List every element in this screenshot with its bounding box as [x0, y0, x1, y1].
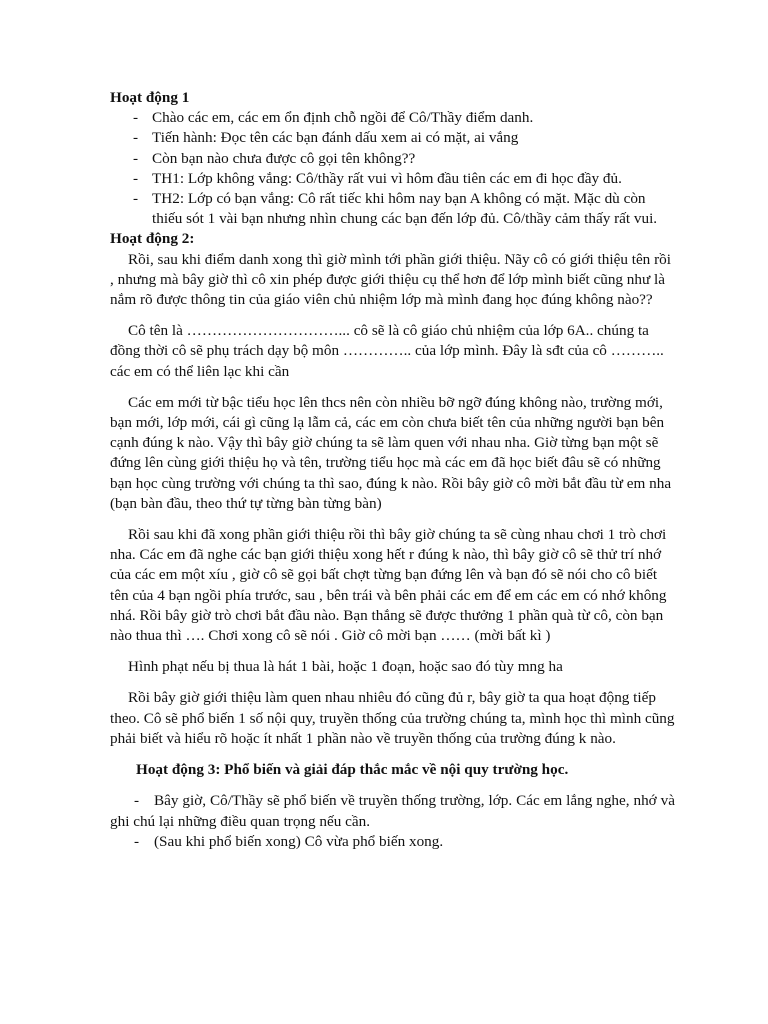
list-item-text: (Sau khi phổ biến xong) Cô vừa phổ biến xong. — [154, 832, 444, 850]
activity-1-list — [110, 108, 675, 229]
paragraph: Rồi bây giờ giới thiệu làm quen nhau nhiêu đó cũng đủ r, bây giờ ta qua hoạt động tiếp theo. Cô sẽ phổ biến 1 số nội quy, truyền thống của trường chúng ta, mình học thì mình cũng phải biết và hiểu rõ hoặc ít nhất 1 phần nào về truyền thống của trường đúng k nào. — [110, 689, 675, 747]
activity-3-list — [110, 791, 675, 852]
list-item: - TH1: Lớp không vắng: Cô/thầy rất vui vì hôm đầu tiên các em đi học đầy đủ. — [110, 169, 675, 189]
list-item: - Tiến hành: Đọc tên các bạn đánh dấu xem ai có mặt, ai vắng — [110, 128, 675, 148]
list-item — [110, 832, 675, 852]
paragraph: Rồi, sau khi điểm danh xong thì giờ mình tới phần giới thiệu. Nãy cô có giới thiệu tên rồi , nhưng mà bây giờ thì cô xin phép được giới thiệu cụ thể hơn để lớp mình biết cũng như là nắm rõ được thông tin của giáo viên chủ nhiệm lớp mà mình đang học đúng không nào?? — [110, 250, 671, 309]
paragraph: Rồi sau khi đã xong phần giới thiệu rồi thì bây giờ chúng ta sẽ cùng nhau chơi 1 trò chơi nha. Các em đã nghe các bạn giới thiệu xong hết r đúng k nào, thì bây giờ cô sẽ thử trí nhớ của các em một xíu , giờ cô sẽ gọi bất chợt từng bạn đứng lên và bạn đó sẽ nói cho cô biết tên của 4 bạn ngồi phía trước, sau , bên trái và bên phải các em để em các em có nhớ không nhá. Rồi bây giờ trò chơi bắt đầu nào. Bạn thắng sẽ được thưởng 1 phần quà từ cô, còn bạn nào thua thì …. Chơi xong cô sẽ nói . Giờ cô mời bạn …… (mời bất kì ) — [110, 526, 667, 645]
dash-mark: - — [134, 832, 140, 850]
list-item: - TH2: Lớp có bạn vắng: Cô rất tiếc khi hôm nay bạn A không có mặt. Mặc dù còn thiếu sót 1 vài bạn nhưng nhìn chung các bạn đến lớp đủ. Cô/thầy cảm thấy rất vui. — [110, 189, 675, 229]
activity-2-heading: Hoạt động 2: — [110, 230, 195, 248]
paragraph: Các em mới từ bậc tiểu học lên thcs nên còn nhiều bỡ ngỡ đúng không nào, trường mới, bạn mới, lớp mới, cái gì cũng lạ lẫm cả, các em còn chưa biết tên của những người bạn bên cạnh đúng k nào. Vậy thì bây giờ chúng ta sẽ làm quen với nhau nha. Giờ từng bạn một sẽ đứng lên cùng giới thiệu họ và tên, trường tiểu học mà các em đã học biết đâu sẽ có những bạn học cùng trường với chúng ta thì sao, đúng k nào. Rồi bây giờ cô mời bắt đầu từ em nha (bạn bàn đầu, theo thứ tự từng bàn từng bàn) — [110, 393, 672, 512]
paragraph: Hình phạt nếu bị thua là hát 1 bài, hoặc 1 đoạn, hoặc sao đó tùy mng ha — [128, 658, 563, 676]
document-body — [110, 88, 675, 852]
activity-3-heading: Hoạt động 3: Phổ biến và giải đáp thắc mắc về nội quy trường học. — [136, 761, 569, 779]
list-item-text: Bây giờ, Cô/Thầy sẽ phổ biến về truyền thống trường, lớp. Các em lắng nghe, nhớ và ghi chú lại những điều quan trọng nếu cần. — [110, 792, 675, 830]
list-item: - Còn bạn nào chưa được cô gọi tên không?? — [110, 149, 675, 169]
activity-1-heading: Hoạt động 1 — [110, 89, 190, 106]
paragraph: Cô tên là …………………………... cô sẽ là cô giáo chủ nhiệm của lớp 6A.. chúng ta đồng thời cô sẽ phụ trách dạy bộ môn ………….. của lớp mình. Đây là sđt của cô ……….. các em có thể liên lạc khi cần — [110, 322, 664, 380]
list-item: - Chào các em, các em ổn định chỗ ngồi để Cô/Thầy điểm danh. — [110, 108, 675, 128]
dash-mark: - — [134, 792, 140, 810]
list-item — [110, 791, 675, 831]
